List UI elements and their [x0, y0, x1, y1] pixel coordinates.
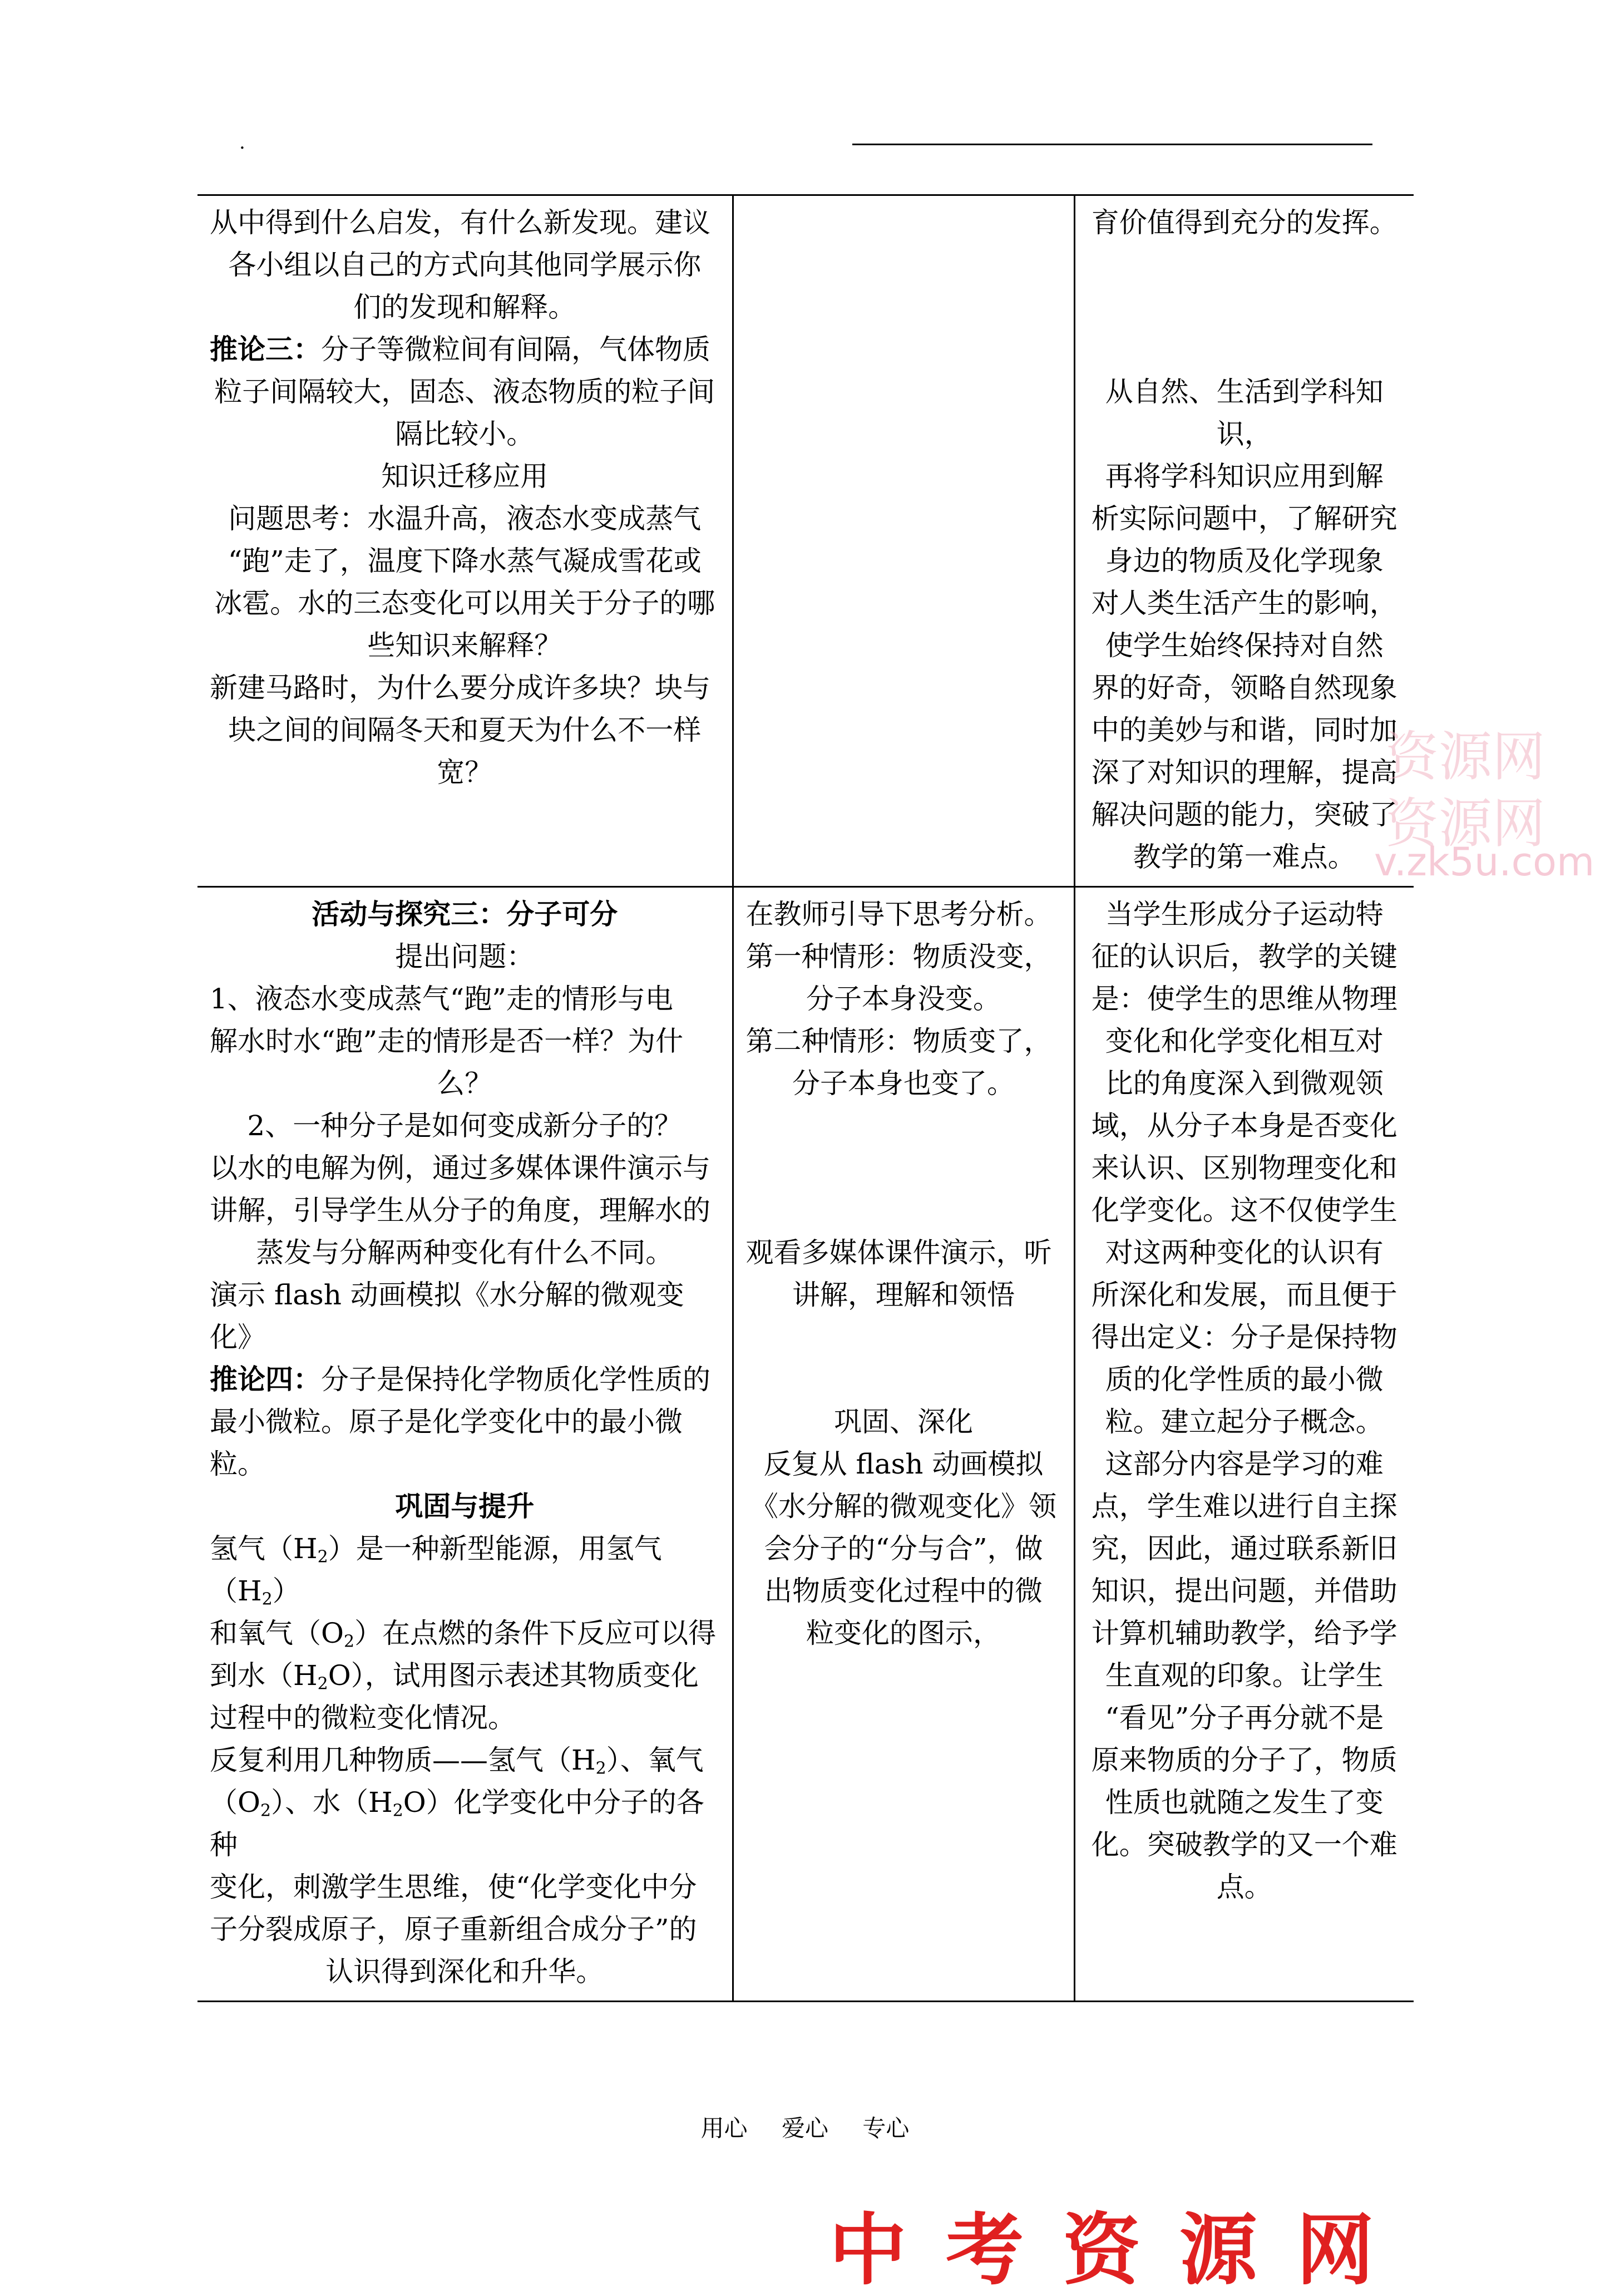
text-line: 分子等微粒间有间隔，气体物质: [321, 333, 710, 366]
text-line: 使学生始终保持对自然: [1105, 629, 1384, 662]
text-line: 宽？: [437, 756, 493, 789]
text-line: 粒。建立起分子概念。: [1105, 1406, 1384, 1438]
text-line: 征的认识后，教学的关键: [1091, 940, 1397, 973]
text-line: 对人类生活产生的影响，: [1091, 587, 1397, 619]
text-line: 原来物质的分子了，物质: [1091, 1744, 1397, 1776]
text-line: 是：使学生的思维从物理: [1091, 983, 1397, 1015]
text-line: 化。突破教学的又一个难: [1091, 1829, 1397, 1861]
inference-label: 推论四：: [210, 1363, 321, 1396]
teacher-activity-cell: [197, 887, 733, 2002]
text-line: 化学变化。这不仅使学生: [1091, 1194, 1397, 1226]
text-line: 些知识来解释？: [367, 629, 562, 662]
text-line: 解水时水“跑”走的情形是否一样？为什: [210, 1025, 684, 1057]
text-line: 会分子的“分与合”，做: [764, 1533, 1043, 1565]
text-line: 这部分内容是学习的难: [1105, 1448, 1384, 1480]
teacher-activity-cell: [197, 195, 733, 887]
text-line: 观看多媒体课件演示，听: [745, 1236, 1052, 1269]
text-line: 隔比较小。: [395, 418, 535, 450]
text-line: 1、液态水变成蒸气“跑”走的情形与电: [210, 983, 673, 1015]
text-line: 析实际问题中，了解研究: [1091, 502, 1397, 535]
header-mark: .: [239, 131, 245, 154]
text-line: 分子本身也变了。: [792, 1067, 1015, 1100]
design-intent-cell: [1074, 195, 1414, 887]
text-line: 质的化学性质的最小微: [1105, 1363, 1384, 1396]
text-line: 反复利用几种物质——氢气$(H_2)$、氧气: [210, 1744, 704, 1778]
text-line: 变化，刺激学生思维，使“化学变化中分: [210, 1871, 697, 1903]
text-line: 域，从分子本身是否变化: [1091, 1110, 1397, 1142]
text-line: 从中得到什么启发，有什么新发现。建议: [210, 206, 710, 239]
text-line: 当学生形成分子运动特: [1105, 898, 1384, 930]
text-line: 得出定义：分子是保持物: [1091, 1321, 1397, 1353]
text-line: 子分裂成原子，原子重新组合成分子”的: [210, 1913, 697, 1945]
text-line: 中的美妙与和谐，同时加: [1091, 714, 1397, 746]
text-line: 计算机辅助教学，给予学: [1091, 1617, 1397, 1649]
text-line: 解决问题的能力，突破了: [1091, 799, 1397, 831]
text-line: 变化和化学变化相互对: [1105, 1025, 1384, 1057]
watermark-logo: 资源网 资源网: [1385, 726, 1545, 855]
footer-motto: 用心 爱心 专心: [700, 2115, 910, 2142]
table-row: [197, 195, 1414, 887]
text-line: 点。: [1216, 1871, 1272, 1903]
text-line: 知识，提出问题，并借助: [1091, 1575, 1397, 1607]
text-line: 提出问题：: [395, 940, 535, 973]
text-line: 究，因此，通过联系新旧: [1091, 1533, 1397, 1565]
text-line: 出物质变化过程中的微: [764, 1575, 1043, 1607]
watermark-url: v.zk5u.com: [1374, 839, 1595, 885]
text-line: 认识得到深化和升华。: [325, 1955, 604, 1988]
text-line: 新建马路时，为什么要分成许多块？块与: [210, 672, 710, 704]
text-line: 《水分解的微观变化》领: [750, 1490, 1056, 1523]
text-line: 再将学科知识应用到解: [1105, 460, 1384, 492]
text-line: “看见”分子再分就不是: [1105, 1702, 1384, 1734]
inference-three: [210, 328, 720, 371]
text-line: 育价值得到充分的发挥。: [1091, 206, 1397, 239]
text-line: 所深化和发展，而且便于: [1091, 1279, 1397, 1311]
student-activity-cell: [733, 887, 1074, 2002]
text-line: 么？: [437, 1067, 493, 1100]
text-line: 从自然、生活到学科知识，: [1105, 376, 1384, 450]
text-line: 深了对知识的理解，提高: [1091, 756, 1397, 789]
text-line: 和氧气$(O_2)$在点燃的条件下反应可以得: [210, 1617, 717, 1652]
text-line: 巩固、深化: [834, 1406, 973, 1438]
text-line: 对这两种变化的认识有: [1105, 1236, 1384, 1269]
text-line: 块之间的间隔冬天和夏天为什么不一样: [228, 714, 702, 746]
text-line: 最小微粒。原子是化学变化中的最小微粒。: [210, 1406, 683, 1480]
table-row: [197, 887, 1414, 2002]
text-line: 氢气$(H_2)$是一种新型能源，用氢气$(H_2)$: [210, 1533, 662, 1609]
text-line: 教学的第一难点。: [1133, 841, 1356, 873]
text-line: 各小组以自己的方式向其他同学展示你: [228, 249, 702, 281]
text-line: 比的角度深入到微观领: [1105, 1067, 1384, 1100]
text-line: 生直观的印象。让学生: [1105, 1659, 1384, 1692]
text-line: $(O_2)$、水$(H_2O)$化学变化中分子的各种: [210, 1786, 704, 1861]
text-line: 来认识、区别物理变化和: [1091, 1152, 1397, 1184]
section-title: 巩固与提升: [395, 1490, 535, 1523]
brand-logo-text: 中考资源网: [829, 2205, 1414, 2296]
text-line: 演示 flash 动画模拟《水分解的微观变化》: [210, 1279, 684, 1353]
text-line: 性质也就随之发生了变: [1105, 1786, 1384, 1819]
text-line: 第一种情形：物质没变，: [745, 940, 1052, 973]
text-line: 粒变化的图示，: [806, 1617, 1001, 1649]
text-line: 过程中的微粒变化情况。: [210, 1702, 516, 1734]
text-line: 反复从 flash 动画模拟: [763, 1448, 1044, 1480]
text-line: “跑”走了，温度下降水蒸气凝成雪花或: [228, 545, 702, 577]
text-line: 在教师引导下思考分析。: [745, 898, 1052, 930]
lesson-plan-table: [197, 194, 1414, 2002]
text-line: 分子是保持化学物质化学性质的: [321, 1363, 710, 1396]
text-line: 蒸发与分解两种变化有什么不同。: [256, 1236, 674, 1269]
text-line: 2、一种分子是如何变成新分子的？: [247, 1110, 683, 1142]
student-activity-cell: [733, 195, 1074, 887]
text-line: 问题思考：水温升高，液态水变成蒸气: [228, 502, 702, 535]
text-line: 讲解，引导学生从分子的角度，理解水的: [210, 1194, 710, 1226]
inference-label: 推论三：: [210, 333, 321, 366]
text-line: 界的好奇，领略自然现象: [1091, 672, 1397, 704]
text-line: 粒子间隔较大，固态、液态物质的粒子间: [214, 376, 715, 408]
text-line: 冰雹。水的三态变化可以用关于分子的哪: [214, 587, 715, 619]
text-line: 以水的电解为例，通过多媒体课件演示与: [210, 1152, 710, 1184]
text-line: 们的发现和解释。: [353, 291, 576, 323]
text-line: 第二种情形：物质变了，: [745, 1025, 1052, 1057]
text-line: 讲解，理解和领悟: [792, 1279, 1015, 1311]
text-line: 到水$(H_2O)$，试用图示表述其物质变化: [210, 1659, 699, 1694]
inference-four: [210, 1358, 720, 1401]
header-rule: [852, 144, 1372, 145]
text-line: 身边的物质及化学现象: [1105, 545, 1384, 577]
design-intent-cell: [1074, 887, 1414, 2002]
section-title: 活动与探究三：分子可分: [312, 898, 618, 930]
text-line: 分子本身没变。: [806, 983, 1001, 1015]
text-line: 点，学生难以进行自主探: [1091, 1490, 1397, 1523]
section-title: 知识迁移应用: [381, 460, 549, 492]
